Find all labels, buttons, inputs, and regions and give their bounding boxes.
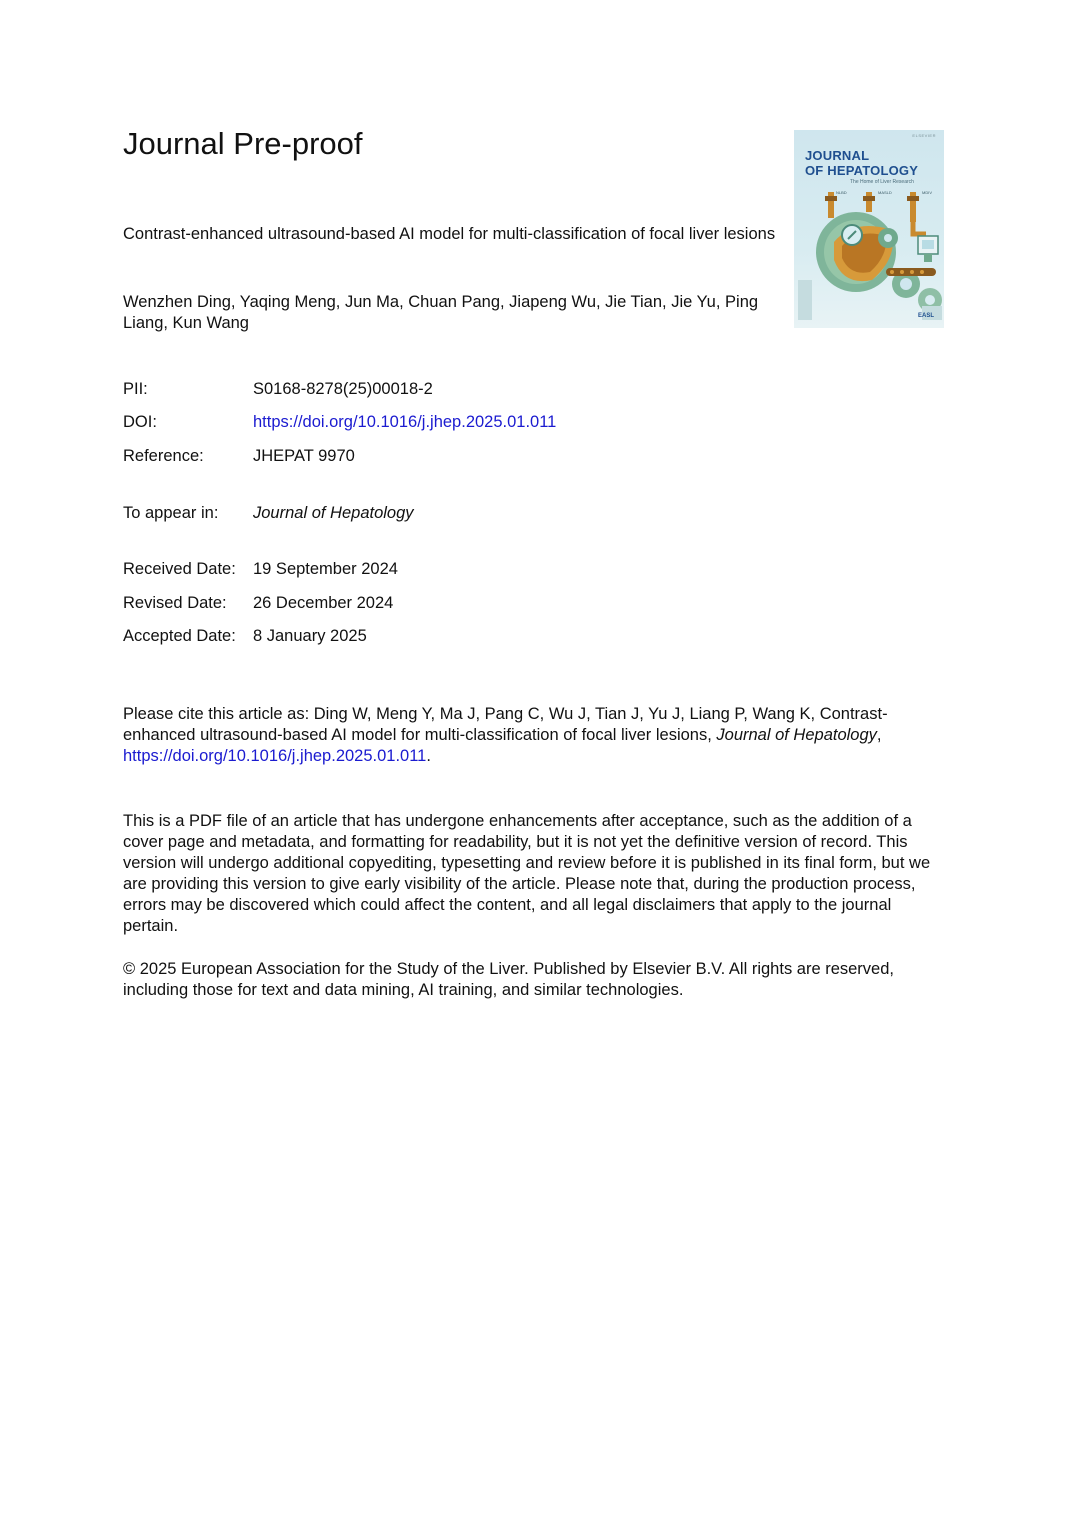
received-label: Received Date: — [123, 560, 236, 578]
cover-title-line2: OF HEPATOLOGY — [805, 163, 919, 178]
cover-tag-3: MDIV — [922, 190, 932, 195]
citation-text: Please cite this article as: Ding W, Meng Y, Ma J, Pang C, Wu J, Tian J, Yu J, Liang P, Wang K, Contrast-enhanced ultrasound-based AI model for multi-classification of focal liver lesions, — [123, 705, 888, 744]
copyright-paragraph: © 2025 European Association for the Study of the Liver. Published by Elsevier B.V. All rights are reserved, including those for text and data mining, AI training, and similar technologies. — [123, 960, 894, 999]
cover-society-logo: EASL — [918, 313, 935, 319]
revised-label: Revised Date: — [123, 594, 227, 612]
accepted-value: 8 January 2025 — [253, 627, 367, 645]
doi-link[interactable]: https://doi.org/10.1016/j.jhep.2025.01.011 — [253, 413, 557, 431]
citation-doi-link[interactable]: https://doi.org/10.1016/j.jhep.2025.01.011 — [123, 747, 427, 765]
author-list: Wenzhen Ding, Yaqing Meng, Jun Ma, Chuan Pang, Jiapeng Wu, Jie Tian, Jie Yu, Ping Liang, Kun Wang — [123, 293, 759, 332]
citation-end: . — [426, 747, 431, 765]
disclaimer-paragraph: This is a PDF file of an article that has undergone enhancements after acceptance, such as the addition of a cover page and metadata, and formatting for readability, but it is not yet the definitive version of record. This version will undergo additional copyediting, typesetting and review before it is published in its final form, but we are providing this version to give early visibility of the article. Please note that, during the production process, errors may be discovered which could affect the content, and all legal disclaimers that apply to the journal pertain. — [123, 812, 931, 935]
accepted-label: Accepted Date: — [123, 627, 236, 645]
revised-value: 26 December 2024 — [253, 594, 394, 612]
journal-cover-image — [794, 130, 944, 328]
doi-label: DOI: — [123, 413, 157, 431]
citation-separator: , — [876, 726, 882, 744]
reference-label: Reference: — [123, 447, 204, 465]
received-value: 19 September 2024 — [253, 560, 398, 578]
cover-title-line1: JOURNAL — [805, 148, 870, 163]
article-title: Contrast-enhanced ultrasound-based AI model for multi-classification of focal liver lesions — [123, 225, 776, 243]
cover-subtitle: The Home of Liver Research — [850, 179, 914, 185]
appear-label: To appear in: — [123, 504, 219, 522]
cover-tag-1: NLBD — [836, 190, 847, 195]
cover-tag-2: MASLD — [878, 190, 892, 195]
reference-value: JHEPAT 9970 — [253, 447, 355, 465]
pii-value: S0168-8278(25)00018-2 — [253, 380, 433, 398]
cover-publisher: ELSEVIER — [912, 133, 936, 138]
page-title: Journal Pre-proof — [123, 126, 363, 161]
appear-value: Journal of Hepatology — [253, 504, 414, 522]
pii-label: PII: — [123, 380, 148, 398]
citation-journal: Journal of Hepatology — [716, 726, 877, 744]
citation-paragraph — [123, 704, 923, 767]
